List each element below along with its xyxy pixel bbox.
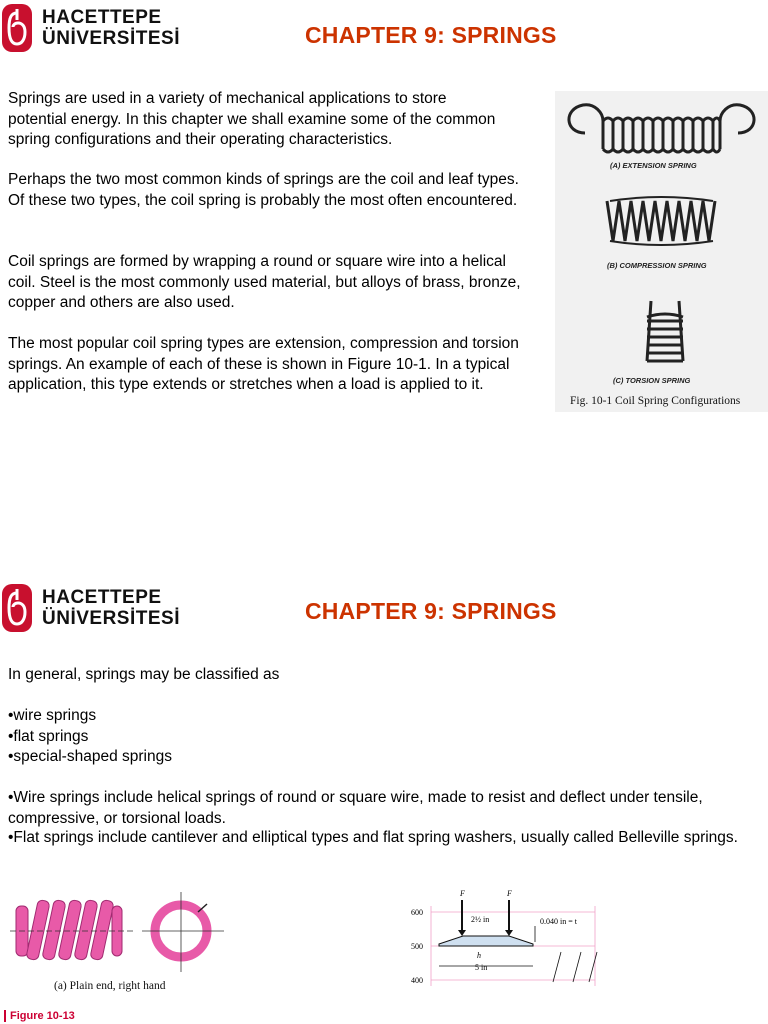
- logo-line-1: HACETTEPE: [42, 587, 162, 608]
- top-dimension-label: 2½ in: [471, 915, 490, 924]
- paragraph-2: Perhaps the two most common kinds of springs are the coil and leaf types. Of these two types, the coil spring is probably the most often encountered.: [8, 171, 519, 209]
- flat-springs-note: •Flat springs include cantilever and elliptical types and flat spring washers, usually called Belleville springs.: [8, 829, 738, 846]
- extension-spring-label: (A) EXTENSION SPRING: [610, 161, 697, 170]
- figure-tag: Figure 10-13: [4, 1010, 75, 1022]
- force-left-label: F: [460, 889, 465, 898]
- list-item: •flat springs: [8, 727, 89, 745]
- intro-text: In general, springs may be classified as: [8, 666, 280, 683]
- helical-spring-figure: [10, 884, 240, 994]
- slide-2: [0, 574, 768, 1024]
- y-tick-label: 500: [411, 942, 423, 951]
- classification-list: [8, 706, 172, 768]
- extension-spring-drawing: [569, 105, 754, 152]
- page-title: CHAPTER 9: SPRINGS: [305, 598, 557, 624]
- figure-caption: Fig. 10-1 Coil Spring Configurations: [570, 395, 741, 407]
- helical-spring-caption: (a) Plain end, right hand: [54, 980, 166, 992]
- compression-spring-drawing: [607, 197, 715, 245]
- paragraph-3: Coil springs are formed by wrapping a round or square wire into a helical coil. Steel is the most commonly used material, but alloys of brass, bronze, copper and others are also used.: [8, 253, 521, 311]
- force-right-label: F: [507, 889, 512, 898]
- university-logo: [2, 584, 180, 632]
- hacettepe-logo-icon: [2, 4, 32, 52]
- hacettepe-logo-icon: [2, 584, 32, 632]
- h-label: h: [477, 951, 481, 960]
- thickness-label: 0.040 in = t: [540, 917, 577, 926]
- paragraph-4: The most popular coil spring types are extension, compression and torsion springs. An example of each of these is shown in Figure 10-1. In a typical application, this type extends or stretches when a load is applied to it.: [8, 335, 519, 393]
- torsion-spring-label: (C) TORSION SPRING: [613, 376, 691, 385]
- width-label: 5 in: [475, 963, 488, 972]
- logo-line-1: HACETTEPE: [42, 7, 162, 28]
- compression-spring-label: (B) COMPRESSION SPRING: [607, 261, 707, 270]
- page-title: CHAPTER 9: SPRINGS: [305, 22, 557, 48]
- coil-spring-configurations-image: [555, 91, 768, 412]
- belleville-spring-figure: [405, 886, 605, 994]
- y-tick-label: 600: [411, 908, 423, 917]
- logo-line-2: ÜNİVERSİTESİ: [42, 608, 180, 629]
- belleville-spring-diagram: [405, 886, 605, 994]
- y-tick-label: 400: [411, 976, 423, 985]
- list-item: •special-shaped springs: [8, 748, 172, 765]
- university-logo: [2, 4, 180, 52]
- torsion-spring-drawing: [647, 301, 683, 361]
- coil-spring-figure: [555, 91, 768, 412]
- logo-line-2: ÜNİVERSİTESİ: [42, 28, 180, 49]
- list-item: •wire springs: [8, 707, 97, 724]
- wire-springs-note: •Wire springs include helical springs of round or square wire, made to resist and deflect under tensile, compressive, or torsional loads.: [8, 789, 703, 827]
- helical-spring-image: [10, 884, 240, 979]
- paragraph-1: Springs are used in a variety of mechanical applications to store potential energy. In this chapter we shall examine some of the common spring configurations and their operating characteristics.: [8, 90, 496, 148]
